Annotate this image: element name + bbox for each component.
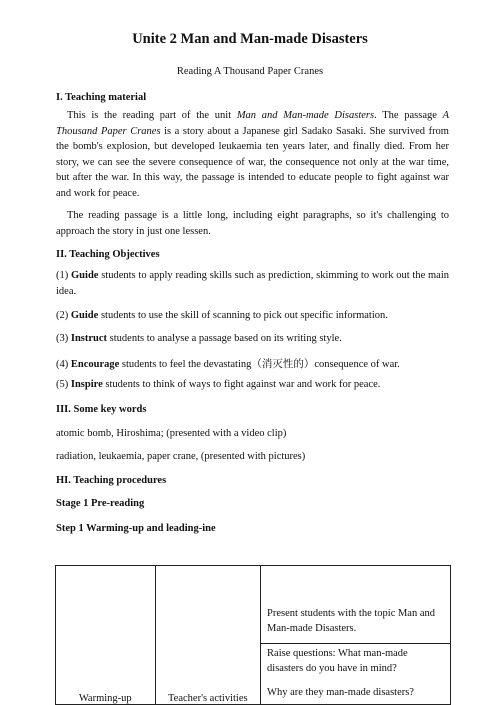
section-heading-teaching-material: I. Teaching material bbox=[56, 92, 147, 103]
objective-item-5 bbox=[56, 379, 380, 390]
p1-text-a: This is the reading part of the unit bbox=[67, 110, 237, 121]
objective-number: (5) bbox=[56, 379, 71, 390]
section-heading-objectives: II. Teaching Objectives bbox=[56, 249, 160, 260]
objective-number: (4) bbox=[56, 359, 71, 370]
stage-cell: Warming-up bbox=[56, 566, 156, 705]
objective-item-3 bbox=[56, 333, 342, 344]
objective-verb: Encourage bbox=[70, 359, 120, 370]
stage-heading: Stage 1 Pre-reading bbox=[56, 498, 145, 509]
objective-item-2 bbox=[56, 310, 388, 321]
p1-text-b: . The passage bbox=[374, 110, 443, 121]
activity-block bbox=[261, 644, 450, 705]
section-heading-procedures: HI. Teaching procedures bbox=[56, 475, 167, 486]
teaching-material-paragraph-1 bbox=[56, 108, 449, 201]
objective-number: (1) bbox=[56, 270, 72, 281]
document-title: Unite 2 Man and Man-made Disasters bbox=[132, 31, 368, 47]
activity-text: Raise questions: What man-made disasters do you have in mind? bbox=[267, 647, 408, 674]
objective-number: (2) bbox=[56, 310, 71, 321]
key-words-line-2: radiation, leukaemia, paper crane, (presented with pictures) bbox=[56, 451, 306, 462]
role-cell: Teacher's activities bbox=[155, 566, 260, 705]
objective-text: students to think of ways to fight against war and work for peace. bbox=[102, 379, 381, 390]
objective-number: (3) bbox=[56, 333, 71, 344]
objective-text: students to analyse a passage based on its writing style. bbox=[107, 333, 342, 344]
teaching-material-paragraph-2: The reading passage is a little long, including eight paragraphs, so it's challenging to approach the story in just one lessen. bbox=[56, 210, 449, 237]
procedure-table bbox=[55, 565, 451, 705]
objective-text: students to use the skill of scanning to pick out specific information. bbox=[98, 310, 388, 321]
activity-text: Why are they man-made disasters? bbox=[267, 686, 414, 698]
p1-unit-title: Man and Man-made Disasters bbox=[236, 110, 375, 121]
p1-passage-title: A Thousand Paper Cranes bbox=[56, 110, 450, 137]
objective-item-1 bbox=[56, 268, 449, 299]
document-subtitle: Reading A Thousand Paper Cranes bbox=[176, 66, 324, 77]
activities-cell bbox=[261, 566, 451, 705]
key-words-line-1: atomic bomb, Hiroshima; (presented with a video clip) bbox=[56, 428, 287, 439]
objective-verb: Guide bbox=[70, 310, 99, 321]
activity-text: Present students with the topic Man and Man-made Disasters. bbox=[267, 607, 436, 634]
objective-text: students to apply reading skills such as prediction, skimming to work out the main idea. bbox=[56, 270, 449, 297]
objective-verb: Guide bbox=[71, 270, 99, 281]
section-heading-key-words: III. Some key words bbox=[56, 404, 147, 415]
step-heading: Step 1 Warming-up and leading-ine bbox=[56, 523, 216, 534]
objective-verb: Inspire bbox=[70, 379, 103, 390]
table-row bbox=[56, 566, 451, 705]
objective-verb: Instruct bbox=[70, 333, 108, 344]
objective-item-4 bbox=[56, 356, 400, 371]
p1-text-c: is a story about a Japanese girl Sadako Sasaki. She survived from the bomb's explosion, but developed leukaemia ten years later, and finally died. From her story, we can see the severe consequence of war, the consequence not only at the war time, but after the war. In this way, the passage is intended to educate people to fight against war and work for peace. bbox=[56, 125, 449, 199]
activity-block bbox=[261, 602, 450, 644]
objective-text: students to feel the devastating（消灭性的）consequence of war. bbox=[119, 359, 400, 370]
